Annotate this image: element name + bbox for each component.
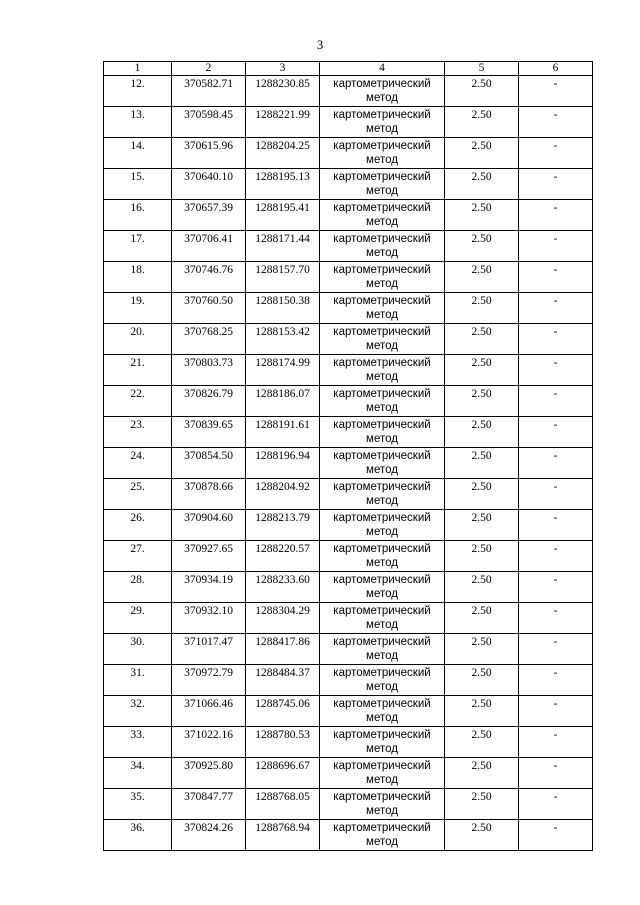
x-coordinate-cell: 371017.47: [172, 634, 246, 665]
table-row: [104, 634, 593, 665]
y-coordinate-cell: 1288213.79: [246, 510, 320, 541]
accuracy-cell: 2.50: [445, 758, 519, 789]
method-cell: [320, 448, 445, 479]
point-number-cell: 21.: [104, 355, 172, 386]
point-number-cell: 18.: [104, 262, 172, 293]
table-row: [104, 479, 593, 510]
note-cell: -: [519, 169, 593, 200]
method-text: метод: [366, 433, 398, 445]
note-cell: -: [519, 355, 593, 386]
table-row: [104, 324, 593, 355]
note-cell: -: [519, 200, 593, 231]
method-text: картометрический: [333, 264, 431, 276]
method-text: метод: [366, 495, 398, 507]
point-number-cell: 35.: [104, 789, 172, 820]
point-number-cell: 26.: [104, 510, 172, 541]
method-text: картометрический: [333, 202, 431, 214]
y-coordinate-cell: 1288221.99: [246, 107, 320, 138]
accuracy-cell: 2.50: [445, 293, 519, 324]
y-coordinate-cell: 1288153.42: [246, 324, 320, 355]
note-cell: -: [519, 789, 593, 820]
x-coordinate-cell: 370768.25: [172, 324, 246, 355]
accuracy-cell: 2.50: [445, 603, 519, 634]
point-number-cell: 32.: [104, 696, 172, 727]
method-text: метод: [366, 588, 398, 600]
x-coordinate-cell: 370582.71: [172, 76, 246, 107]
accuracy-cell: 2.50: [445, 479, 519, 510]
method-cell: [320, 541, 445, 572]
method-text: метод: [366, 92, 398, 104]
y-coordinate-cell: 1288204.92: [246, 479, 320, 510]
y-coordinate-cell: 1288417.86: [246, 634, 320, 665]
note-cell: -: [519, 324, 593, 355]
point-number-cell: 31.: [104, 665, 172, 696]
accuracy-cell: 2.50: [445, 386, 519, 417]
accuracy-cell: 2.50: [445, 324, 519, 355]
point-number-cell: 15.: [104, 169, 172, 200]
note-cell: -: [519, 696, 593, 727]
x-coordinate-cell: 370878.66: [172, 479, 246, 510]
method-text: картометрический: [333, 667, 431, 679]
method-text: метод: [366, 557, 398, 569]
x-coordinate-cell: 370972.79: [172, 665, 246, 696]
x-coordinate-cell: 370847.77: [172, 789, 246, 820]
method-cell: [320, 665, 445, 696]
y-coordinate-cell: 1288150.38: [246, 293, 320, 324]
note-cell: -: [519, 820, 593, 851]
point-number-cell: 29.: [104, 603, 172, 634]
method-cell: [320, 200, 445, 231]
note-cell: -: [519, 634, 593, 665]
x-coordinate-cell: 370839.65: [172, 417, 246, 448]
table-row: [104, 200, 593, 231]
x-coordinate-cell: 370927.65: [172, 541, 246, 572]
table-row: [104, 262, 593, 293]
point-number-cell: 34.: [104, 758, 172, 789]
header-cell: 6: [519, 62, 593, 76]
y-coordinate-cell: 1288157.70: [246, 262, 320, 293]
x-coordinate-cell: 370746.76: [172, 262, 246, 293]
x-coordinate-cell: 370640.10: [172, 169, 246, 200]
method-text: картометрический: [333, 419, 431, 431]
table-row: [104, 386, 593, 417]
x-coordinate-cell: 370826.79: [172, 386, 246, 417]
note-cell: -: [519, 417, 593, 448]
accuracy-cell: 2.50: [445, 727, 519, 758]
table-row: [104, 696, 593, 727]
y-coordinate-cell: 1288230.85: [246, 76, 320, 107]
header-cell: 3: [246, 62, 320, 76]
method-text: картометрический: [333, 109, 431, 121]
note-cell: -: [519, 727, 593, 758]
method-cell: [320, 603, 445, 634]
method-text: картометрический: [333, 233, 431, 245]
table-row: [104, 510, 593, 541]
point-number-cell: 19.: [104, 293, 172, 324]
accuracy-cell: 2.50: [445, 448, 519, 479]
accuracy-cell: 2.50: [445, 262, 519, 293]
method-cell: [320, 262, 445, 293]
y-coordinate-cell: 1288696.67: [246, 758, 320, 789]
y-coordinate-cell: 1288186.07: [246, 386, 320, 417]
point-number-cell: 13.: [104, 107, 172, 138]
table-row: [104, 789, 593, 820]
page-number: 3: [316, 37, 324, 52]
note-cell: -: [519, 479, 593, 510]
point-number-cell: 28.: [104, 572, 172, 603]
point-number-cell: 22.: [104, 386, 172, 417]
table-row: [104, 76, 593, 107]
x-coordinate-cell: 370824.26: [172, 820, 246, 851]
note-cell: -: [519, 541, 593, 572]
method-text: картометрический: [333, 512, 431, 524]
table-row: [104, 417, 593, 448]
y-coordinate-cell: 1288745.06: [246, 696, 320, 727]
method-cell: [320, 293, 445, 324]
accuracy-cell: 2.50: [445, 789, 519, 820]
table-row: [104, 572, 593, 603]
method-text: метод: [366, 340, 398, 352]
x-coordinate-cell: 370615.96: [172, 138, 246, 169]
coordinates-table: [103, 61, 593, 851]
x-coordinate-cell: 370925.80: [172, 758, 246, 789]
method-cell: [320, 727, 445, 758]
method-text: метод: [366, 309, 398, 321]
x-coordinate-cell: 370706.41: [172, 231, 246, 262]
note-cell: -: [519, 572, 593, 603]
table-row: [104, 820, 593, 851]
method-text: метод: [366, 526, 398, 538]
method-text: картометрический: [333, 140, 431, 152]
header-cell: 2: [172, 62, 246, 76]
method-text: метод: [366, 247, 398, 259]
point-number-cell: 16.: [104, 200, 172, 231]
accuracy-cell: 2.50: [445, 572, 519, 603]
point-number-cell: 24.: [104, 448, 172, 479]
accuracy-cell: 2.50: [445, 417, 519, 448]
x-coordinate-cell: 370760.50: [172, 293, 246, 324]
note-cell: -: [519, 758, 593, 789]
note-cell: -: [519, 138, 593, 169]
y-coordinate-cell: 1288196.94: [246, 448, 320, 479]
x-coordinate-cell: 370803.73: [172, 355, 246, 386]
method-cell: [320, 231, 445, 262]
method-text: картометрический: [333, 574, 431, 586]
method-text: метод: [366, 185, 398, 197]
table-row: [104, 758, 593, 789]
note-cell: -: [519, 448, 593, 479]
method-text: метод: [366, 371, 398, 383]
method-text: картометрический: [333, 760, 431, 772]
note-cell: -: [519, 107, 593, 138]
method-cell: [320, 572, 445, 603]
method-text: метод: [366, 650, 398, 662]
method-text: картометрический: [333, 326, 431, 338]
accuracy-cell: 2.50: [445, 231, 519, 262]
method-text: метод: [366, 123, 398, 135]
method-text: картометрический: [333, 791, 431, 803]
method-cell: [320, 107, 445, 138]
method-text: картометрический: [333, 543, 431, 555]
table-row: [104, 727, 593, 758]
method-cell: [320, 169, 445, 200]
method-text: метод: [366, 805, 398, 817]
accuracy-cell: 2.50: [445, 76, 519, 107]
y-coordinate-cell: 1288174.99: [246, 355, 320, 386]
method-cell: [320, 634, 445, 665]
point-number-cell: 12.: [104, 76, 172, 107]
method-text: картометрический: [333, 729, 431, 741]
x-coordinate-cell: 371066.46: [172, 696, 246, 727]
method-text: метод: [366, 712, 398, 724]
accuracy-cell: 2.50: [445, 510, 519, 541]
y-coordinate-cell: 1288195.13: [246, 169, 320, 200]
table-row: [104, 665, 593, 696]
table-row: [104, 169, 593, 200]
method-cell: [320, 758, 445, 789]
table-row: [104, 231, 593, 262]
note-cell: -: [519, 262, 593, 293]
y-coordinate-cell: 1288204.25: [246, 138, 320, 169]
note-cell: -: [519, 665, 593, 696]
y-coordinate-cell: 1288195.41: [246, 200, 320, 231]
method-text: метод: [366, 619, 398, 631]
note-cell: -: [519, 76, 593, 107]
method-text: метод: [366, 154, 398, 166]
method-cell: [320, 417, 445, 448]
accuracy-cell: 2.50: [445, 355, 519, 386]
method-text: картометрический: [333, 698, 431, 710]
method-text: картометрический: [333, 481, 431, 493]
method-cell: [320, 789, 445, 820]
accuracy-cell: 2.50: [445, 169, 519, 200]
table-row: [104, 541, 593, 572]
table-row: [104, 448, 593, 479]
header-row: [104, 62, 593, 76]
x-coordinate-cell: 370657.39: [172, 200, 246, 231]
accuracy-cell: 2.50: [445, 107, 519, 138]
note-cell: -: [519, 231, 593, 262]
x-coordinate-cell: 370854.50: [172, 448, 246, 479]
y-coordinate-cell: 1288191.61: [246, 417, 320, 448]
method-cell: [320, 76, 445, 107]
method-text: метод: [366, 464, 398, 476]
method-cell: [320, 355, 445, 386]
point-number-cell: 14.: [104, 138, 172, 169]
method-text: метод: [366, 681, 398, 693]
method-text: картометрический: [333, 388, 431, 400]
note-cell: -: [519, 510, 593, 541]
point-number-cell: 33.: [104, 727, 172, 758]
y-coordinate-cell: 1288171.44: [246, 231, 320, 262]
accuracy-cell: 2.50: [445, 138, 519, 169]
x-coordinate-cell: 370904.60: [172, 510, 246, 541]
x-coordinate-cell: 370598.45: [172, 107, 246, 138]
x-coordinate-cell: 371022.16: [172, 727, 246, 758]
accuracy-cell: 2.50: [445, 696, 519, 727]
header-cell: 5: [445, 62, 519, 76]
y-coordinate-cell: 1288304.29: [246, 603, 320, 634]
method-text: картометрический: [333, 450, 431, 462]
table-row: [104, 293, 593, 324]
method-text: метод: [366, 836, 398, 848]
x-coordinate-cell: 370934.19: [172, 572, 246, 603]
method-text: метод: [366, 774, 398, 786]
y-coordinate-cell: 1288484.37: [246, 665, 320, 696]
method-text: картометрический: [333, 357, 431, 369]
table-row: [104, 107, 593, 138]
method-text: метод: [366, 743, 398, 755]
method-cell: [320, 386, 445, 417]
point-number-cell: 17.: [104, 231, 172, 262]
header-cell: 4: [320, 62, 445, 76]
note-cell: -: [519, 386, 593, 417]
table-row: [104, 138, 593, 169]
point-number-cell: 27.: [104, 541, 172, 572]
point-number-cell: 36.: [104, 820, 172, 851]
method-text: картометрический: [333, 605, 431, 617]
method-cell: [320, 479, 445, 510]
y-coordinate-cell: 1288768.94: [246, 820, 320, 851]
table-row: [104, 603, 593, 634]
method-text: картометрический: [333, 636, 431, 648]
accuracy-cell: 2.50: [445, 200, 519, 231]
method-cell: [320, 324, 445, 355]
method-text: картометрический: [333, 822, 431, 834]
method-cell: [320, 696, 445, 727]
accuracy-cell: 2.50: [445, 665, 519, 696]
method-text: метод: [366, 278, 398, 290]
header-cell: 1: [104, 62, 172, 76]
method-text: картометрический: [333, 295, 431, 307]
table-row: [104, 355, 593, 386]
method-text: метод: [366, 402, 398, 414]
y-coordinate-cell: 1288768.05: [246, 789, 320, 820]
accuracy-cell: 2.50: [445, 820, 519, 851]
method-text: метод: [366, 216, 398, 228]
point-number-cell: 30.: [104, 634, 172, 665]
point-number-cell: 20.: [104, 324, 172, 355]
method-text: картометрический: [333, 171, 431, 183]
y-coordinate-cell: 1288233.60: [246, 572, 320, 603]
method-text: картометрический: [333, 78, 431, 90]
point-number-cell: 25.: [104, 479, 172, 510]
note-cell: -: [519, 293, 593, 324]
note-cell: -: [519, 603, 593, 634]
method-cell: [320, 138, 445, 169]
point-number-cell: 23.: [104, 417, 172, 448]
y-coordinate-cell: 1288780.53: [246, 727, 320, 758]
y-coordinate-cell: 1288220.57: [246, 541, 320, 572]
method-cell: [320, 820, 445, 851]
x-coordinate-cell: 370932.10: [172, 603, 246, 634]
accuracy-cell: 2.50: [445, 634, 519, 665]
method-cell: [320, 510, 445, 541]
accuracy-cell: 2.50: [445, 541, 519, 572]
